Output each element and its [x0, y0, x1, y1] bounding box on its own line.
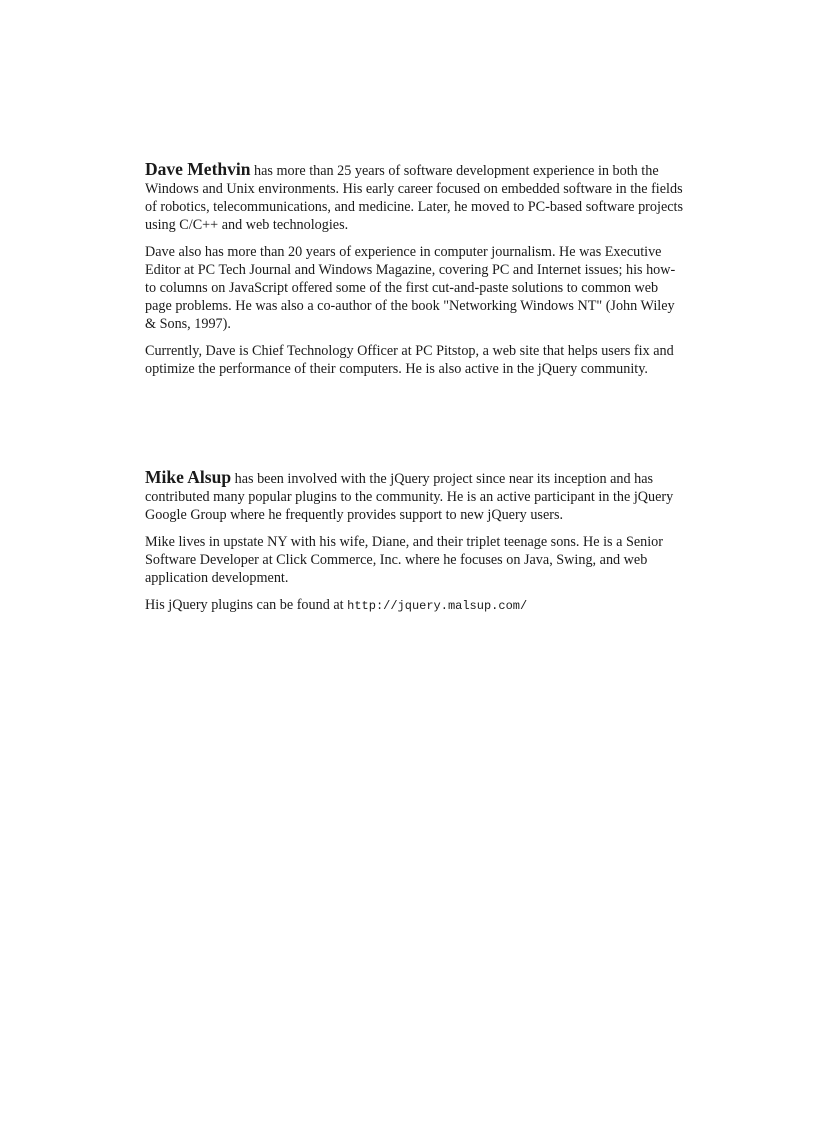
author-bio-mike-alsup — [145, 468, 685, 624]
bio-text: His jQuery plugins can be found at — [145, 597, 348, 613]
author-name: Mike Alsup — [145, 467, 232, 487]
bio-paragraph-1 — [145, 468, 685, 524]
bio-paragraph-1 — [145, 160, 685, 234]
bio-paragraph-3 — [145, 596, 685, 615]
bio-text: has been involved with the jQuery project since near its inception and has contributed many popular plugins to the community. He is an active participant in the jQuery Google Group where he frequently provides support to new jQuery users. — [145, 471, 674, 523]
author-name: Dave Methvin — [145, 159, 251, 179]
bio-paragraph-3: Currently, Dave is Chief Technology Officer at PC Pitstop, a web site that helps users fix and optimize the performance of their computers. He is also active in the jQuery community. — [145, 343, 674, 377]
plugins-url: http://jquery.malsup.com/ — [347, 599, 528, 613]
author-bio-dave-methvin — [145, 160, 685, 387]
bio-paragraph-2: Mike lives in upstate NY with his wife, Diane, and their triplet teenage sons. He is a Senior Software Developer at Click Commerce, Inc. where he focuses on Java, Swing, and web application development. — [145, 534, 663, 586]
bio-text: has more than 25 years of software development experience in both the Windows and Unix environments. His early career focused on embedded software in the fields of robotics, telecommunications, and medicine. Later, he moved to PC-based software projects using C/C++ and web technologies. — [145, 163, 684, 233]
bio-paragraph-2: Dave also has more than 20 years of experience in computer journalism. He was Executive Editor at PC Tech Journal and Windows Magazine, covering PC and Internet issues; his how-to columns on JavaScript offered some of the first cut-and-paste solutions to common web page problems. He was also a co-author of the book "Networking Windows NT" (John Wiley & Sons, 1997). — [145, 244, 676, 332]
